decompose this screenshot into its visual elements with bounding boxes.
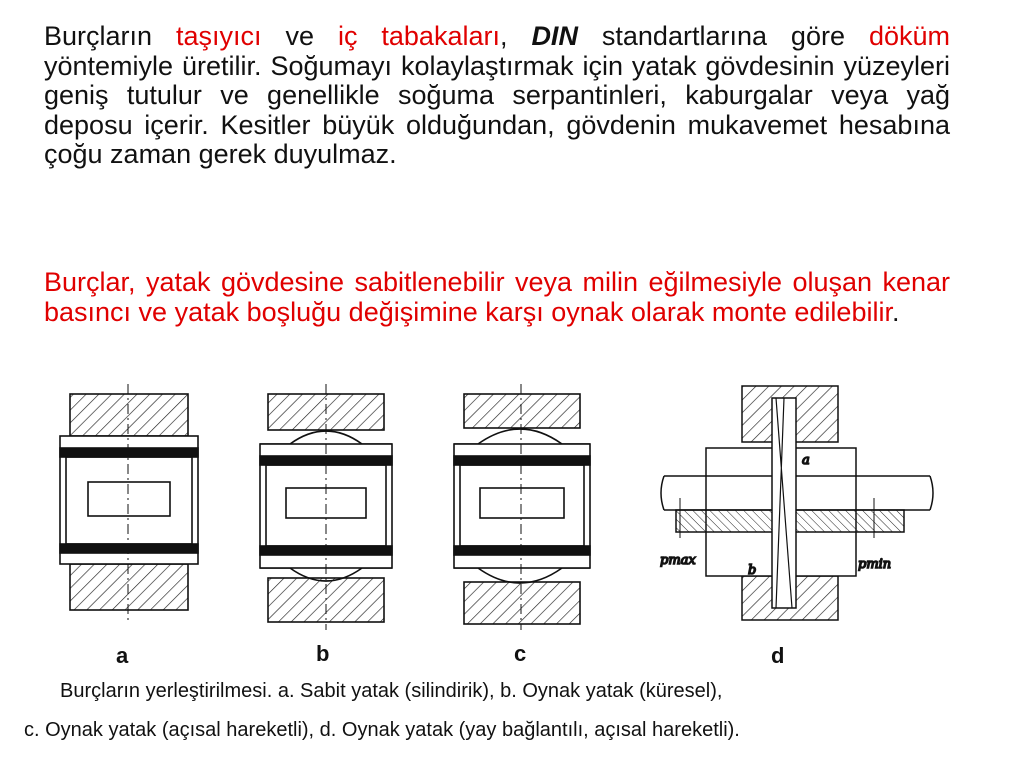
d-label-b: b — [748, 563, 757, 578]
din-term: DIN — [531, 21, 578, 51]
text-segment: standartlarına göre — [577, 21, 869, 51]
figure-label-b: b — [316, 641, 330, 666]
figure-label-c: c — [514, 641, 527, 666]
figure-label-a: a — [116, 643, 129, 668]
highlight-inner-layers: iç tabakaları — [337, 21, 500, 51]
mounting-period: . — [891, 296, 900, 327]
paragraph-casting — [44, 22, 950, 170]
figure-b-spherical-bearing — [260, 384, 392, 630]
paragraph-mounting — [44, 268, 950, 327]
text-segment: , — [499, 21, 532, 51]
figure-a-fixed-bearing — [60, 384, 198, 623]
text-segment: ve — [261, 21, 338, 51]
figure-label-d: d — [771, 643, 785, 668]
text-segment: Burçların — [44, 21, 176, 51]
highlight-carrier: taşıyıcı — [176, 21, 262, 51]
d-label-pmax: pmax — [660, 553, 696, 568]
d-label-a: a — [802, 453, 810, 468]
figure-c-angular-bearing — [454, 384, 590, 630]
d-label-pmin: pmin — [858, 557, 892, 572]
bushing-figures — [0, 378, 1024, 640]
figure-d-spring-bearing — [660, 386, 933, 620]
text-segment: yöntemiyle üretilir. Soğumayı kolaylaştırmak için yatak gövdesinin yüzeyleri geniş tutulur ve genellikle soğuma serpantinleri, kaburgalar veya yağ deposu içerir. Kesitler büyük olduğundan, gövdenin mukavemet hesabına çoğu zaman gerek duyulmaz. — [44, 50, 950, 169]
mounting-text: Burçlar, yatak gövdesine sabitlenebilir veya milin eğilmesiyle oluşan kenar basıncı ve yatak boşluğu değişimine karşı oynak olarak monte edilebilir — [44, 267, 950, 327]
caption-line-1: Burçların yerleştirilmesi. a. Sabit yatak (silindirik), b. Oynak yatak (küresel), — [60, 680, 723, 702]
caption-line-2: c. Oynak yatak (açısal hareketli), d. Oynak yatak (yay bağlantılı, açısal hareketli). — [24, 719, 740, 741]
highlight-casting: döküm — [868, 21, 950, 51]
